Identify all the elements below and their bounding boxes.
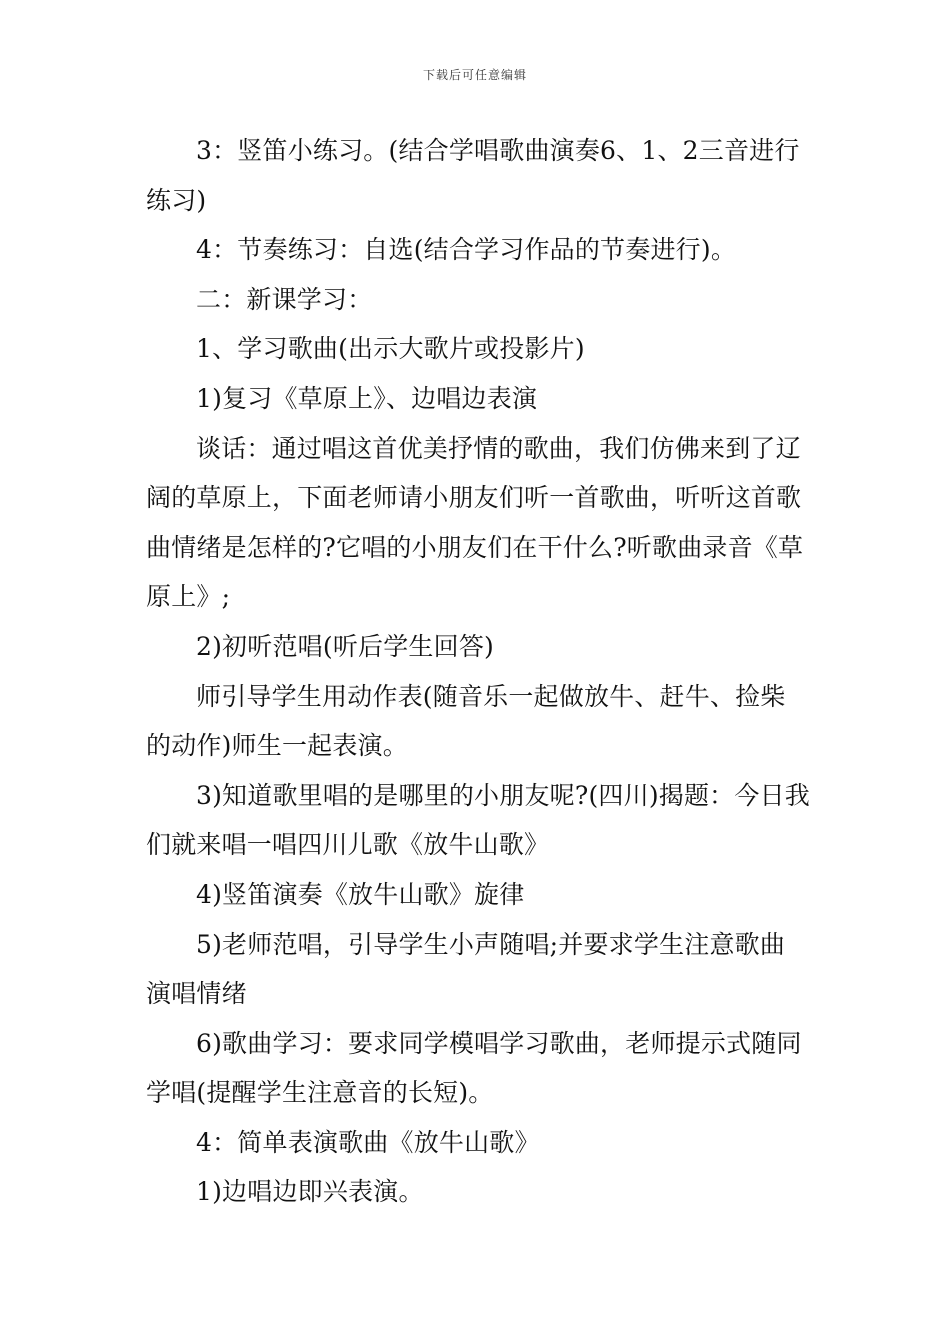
page-header: 下载后可任意编辑 bbox=[422, 68, 527, 82]
paragraph: 师引导学生用动作表(随音乐一起做放牛、赶牛、捡柴的动作)师生一起表演。 bbox=[146, 681, 786, 761]
paragraph: 5)老师范唱，引导学生小声随唱;并要求学生注意歌曲演唱情绪 bbox=[146, 929, 786, 1009]
section-heading: 二：新课学习： bbox=[196, 284, 373, 314]
paragraph: 6)歌曲学习：要求同学模唱学习歌曲，老师提示式随同学唱(提醒学生注意音的长短)。 bbox=[146, 1028, 802, 1108]
paragraph: 3)知道歌里唱的是哪里的小朋友呢?(四川)揭题：今日我们就来唱一唱四川儿歌《放牛山歌》 bbox=[146, 780, 810, 860]
paragraph: 2)初听范唱(听后学生回答) bbox=[196, 631, 494, 661]
paragraph: 1)复习《草原上》、边唱边表演 bbox=[196, 383, 538, 413]
paragraph: 4)竖笛演奏《放牛山歌》旋律 bbox=[196, 879, 525, 909]
paragraph: 3：竖笛小练习。(结合学唱歌曲演奏6、1、2三音进行练习) bbox=[146, 136, 800, 215]
paragraph: 4：简单表演歌曲《放牛山歌》 bbox=[196, 1127, 540, 1157]
paragraph: 谈话：通过唱这首优美抒情的歌曲，我们仿佛来到了辽阔的草原上，下面老师请小朋友们听一首歌曲，听听这首歌曲情绪是怎样的?它唱的小朋友们在干什么?听歌曲录音《草原上》; bbox=[146, 433, 804, 612]
paragraph: 4：节奏练习：自选(结合学习作品的节奏进行)。 bbox=[196, 235, 737, 265]
document-body bbox=[146, 126, 810, 1217]
paragraph: 1、学习歌曲(出示大歌片或投影片) bbox=[196, 334, 585, 364]
paragraph: 1)边唱边即兴表演。 bbox=[196, 1177, 424, 1207]
